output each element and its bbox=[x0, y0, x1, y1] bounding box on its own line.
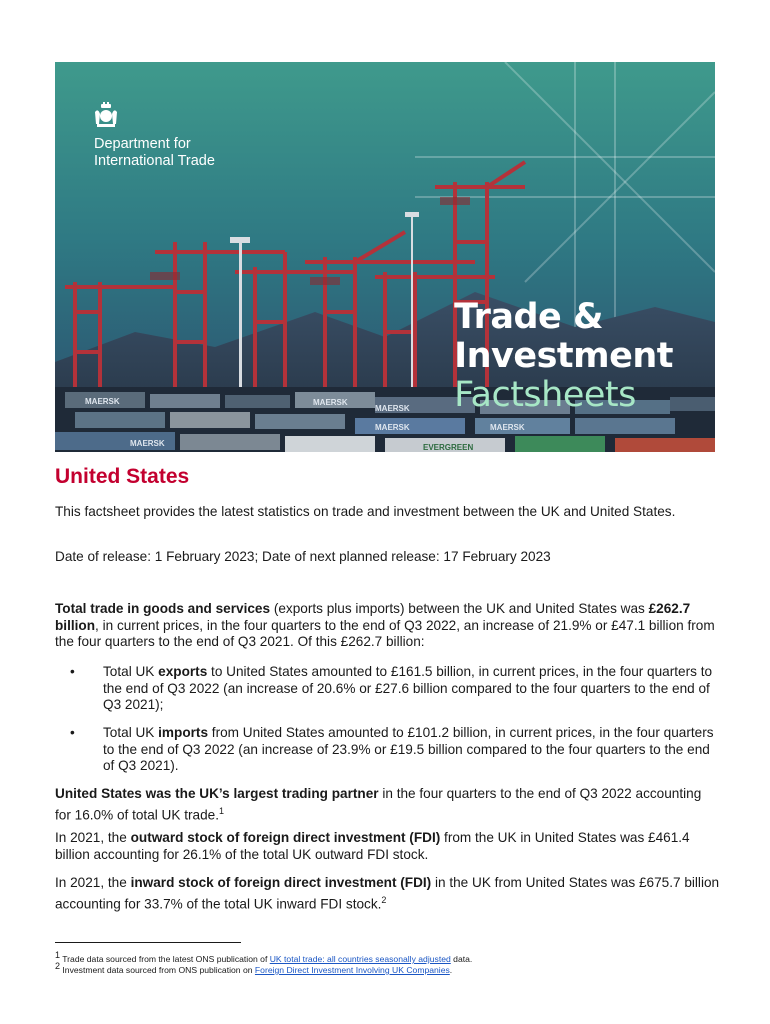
department-line: Department for bbox=[94, 136, 191, 152]
footnote-number: 2 bbox=[55, 961, 61, 971]
text: . bbox=[449, 964, 453, 975]
list-item bbox=[103, 664, 718, 714]
text: Investment data sourced from ONS publication on bbox=[60, 964, 255, 975]
text: Trade data sourced from the latest ONS publication of bbox=[60, 953, 270, 964]
bullet-marker: • bbox=[70, 725, 75, 740]
text: In 2021, the bbox=[55, 875, 131, 890]
bold-text: Total trade in goods and services bbox=[55, 601, 271, 616]
text: Total UK bbox=[103, 725, 159, 740]
container-label: MAERSK bbox=[85, 397, 120, 406]
total-trade-paragraph bbox=[55, 601, 720, 651]
text: data. bbox=[450, 953, 473, 964]
bold-text: inward stock of foreign direct investment (FDI) bbox=[130, 875, 432, 890]
footnote-link[interactable]: Foreign Direct Investment Involving UK Companies bbox=[254, 964, 450, 975]
bold-text: exports bbox=[158, 664, 208, 679]
text: In 2021, the bbox=[55, 830, 131, 845]
royal-crest-icon bbox=[93, 102, 119, 128]
title-line: Investment bbox=[454, 336, 673, 376]
bold-text: imports bbox=[158, 725, 209, 740]
container-label: MAERSK bbox=[375, 404, 410, 413]
factsheet-title bbox=[454, 298, 673, 415]
container-label: EVERGREEN bbox=[423, 443, 474, 452]
footnote-2 bbox=[55, 961, 452, 976]
intro-paragraph: This factsheet provides the latest statistics on trade and investment between the UK and United States. bbox=[55, 504, 676, 519]
largest-partner-paragraph bbox=[55, 786, 720, 824]
inward-fdi-paragraph bbox=[55, 875, 720, 913]
footnote-ref: 2 bbox=[381, 894, 387, 905]
page-title: United States bbox=[55, 465, 190, 488]
container-label: MAERSK bbox=[490, 423, 525, 432]
text: in the four quarters to the end of Q3 2022 accounting for 16.0% of total UK trade. bbox=[55, 786, 702, 823]
hero-banner bbox=[55, 62, 715, 452]
text: (exports plus imports) between the UK and United States was bbox=[270, 601, 649, 616]
text: from the UK in United States was £461.4 billion accounting for 26.1% of the total UK outward FDI stock. bbox=[55, 830, 690, 862]
footnote-divider bbox=[55, 942, 241, 943]
text: in the UK from United States was £675.7 billion accounting for 33.7% of the total UK inward FDI stock. bbox=[55, 875, 720, 912]
text: Total UK bbox=[103, 664, 159, 679]
bold-text: United States was the UK’s largest trading partner bbox=[55, 786, 379, 801]
bold-text: £262.7 billion bbox=[55, 601, 691, 633]
text: from United States amounted to £101.2 billion, in current prices, in the four quarters to the end of Q3 2022 (an increase of 23.9% or £19.5 billion compared to the four quarters to the end of Q3 2021). bbox=[103, 725, 714, 773]
container-label: MAERSK bbox=[130, 439, 165, 448]
department-line: International Trade bbox=[94, 153, 215, 169]
department-logo-text bbox=[94, 136, 215, 170]
text: to United States amounted to £161.5 billion, in current prices, in the four quarters to the end of Q3 2022 (an increase of 20.6% or £27.6 billion compared to the four quarters to the end of Q3 2021); bbox=[103, 664, 713, 712]
footnote-ref: 1 bbox=[218, 805, 224, 816]
bullet-marker: • bbox=[70, 664, 75, 679]
footnote-number: 1 bbox=[55, 950, 61, 960]
list-item bbox=[103, 725, 718, 775]
title-line: Trade & bbox=[454, 297, 603, 337]
title-line-accent: Factsheets bbox=[454, 375, 636, 415]
text: , in current prices, in the four quarters to the end of Q3 2022, an increase of 21.9% or £47.1 billion from the four quarters to the end of Q3 2021. Of this £262.7 billion: bbox=[55, 617, 715, 649]
container-label: MAERSK bbox=[313, 398, 348, 407]
container-label: MAERSK bbox=[375, 423, 410, 432]
outward-fdi-paragraph bbox=[55, 830, 720, 863]
bold-text: outward stock of foreign direct investment (FDI) bbox=[130, 830, 441, 845]
footnote-link[interactable]: UK total trade: all countries seasonally adjusted bbox=[269, 953, 451, 964]
release-dates: Date of release: 1 February 2023; Date of next planned release: 17 February 2023 bbox=[55, 549, 551, 564]
